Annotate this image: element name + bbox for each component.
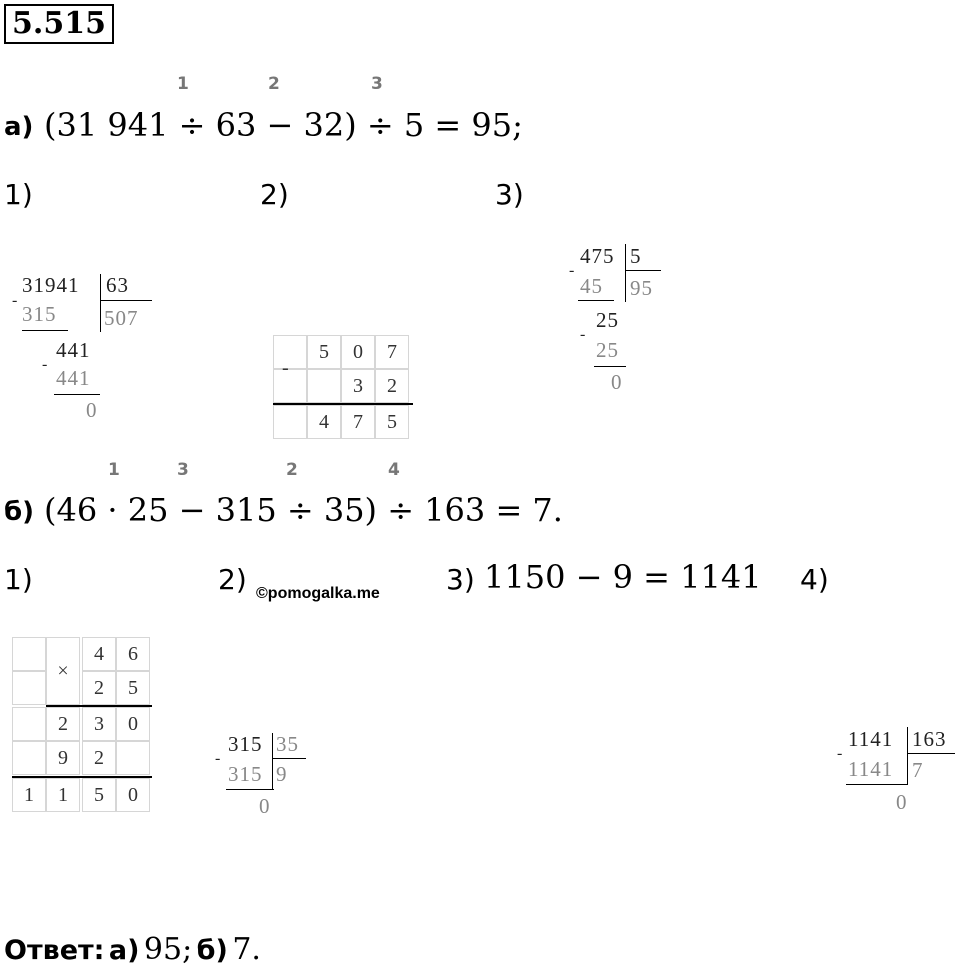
quotient: 9 <box>276 762 288 786</box>
table-cell: 6 <box>116 637 150 671</box>
dividend: 31941 <box>22 273 80 297</box>
watermark: ©pomogalka.me <box>256 585 380 602</box>
subtrahend-2: 25 <box>596 338 619 362</box>
problem-number: 5.515 <box>4 4 114 44</box>
divisor-underline <box>272 758 306 759</box>
division-bar <box>907 727 908 785</box>
part-b-step-2-label: 2) <box>218 563 247 596</box>
table-cell: 4 <box>82 637 116 671</box>
table-cell: 9 <box>46 741 80 775</box>
divisor-underline <box>907 753 955 754</box>
subtract-line-1 <box>578 300 614 301</box>
table-cell: 1 <box>12 778 46 812</box>
table-cell <box>307 369 341 403</box>
subtrahend-1: 1141 <box>848 757 894 781</box>
part-a-expression: (31 941 ÷ 63 − 32) ÷ 5 = 95; <box>44 106 523 144</box>
part-b-expression: (46 · 25 − 315 ÷ 35) ÷ 163 = 7. <box>44 491 563 529</box>
table-cell <box>273 405 307 439</box>
subtract-line-1 <box>226 789 274 790</box>
subtrahend-1: 45 <box>580 274 603 298</box>
table-cell: 1 <box>46 778 80 812</box>
part-b-step-4-label: 4) <box>800 563 829 596</box>
part-a-step-2-label: 2) <box>260 178 289 211</box>
minus-sign: - <box>282 357 289 379</box>
division-result: 0 <box>611 370 623 394</box>
order-mark-3: 3 <box>371 74 383 94</box>
table-cell: 5 <box>307 335 341 369</box>
minus-sign: - <box>837 745 844 762</box>
table-cell <box>12 671 46 705</box>
subtract-line-2 <box>54 394 100 395</box>
part-b-step-3-expression: 1150 − 9 = 1141 <box>484 558 762 596</box>
table-cell: 5 <box>82 778 116 812</box>
subtract-line-1 <box>846 784 908 785</box>
subtrahend-1: 315 <box>228 762 263 786</box>
division-bar <box>100 274 101 332</box>
division-bar <box>272 733 273 789</box>
quotient: 507 <box>104 306 139 330</box>
table-cell: 2 <box>82 741 116 775</box>
divisor: 35 <box>276 732 299 756</box>
table-cell: 0 <box>116 778 150 812</box>
divisor-underline <box>625 270 661 271</box>
divisor-underline <box>100 300 152 301</box>
quotient: 7 <box>912 758 924 782</box>
answer-a-label: а) <box>108 935 140 966</box>
subtract-line-2 <box>594 366 626 367</box>
part-b-label: б) <box>4 497 35 527</box>
table-cell: 7 <box>375 335 409 369</box>
answer-b-value: 7. <box>232 932 261 967</box>
order-mark-1: 1 <box>177 74 189 94</box>
subtract-line-1 <box>22 330 68 331</box>
quotient: 95 <box>630 276 653 300</box>
minus-sign: - <box>569 262 576 279</box>
division-result: 0 <box>86 398 98 422</box>
order-mark-2: 2 <box>268 74 280 94</box>
table-cell <box>273 369 307 403</box>
table-cell: 0 <box>116 707 150 741</box>
order-mark-3: 3 <box>177 460 189 480</box>
table-cell <box>12 707 46 741</box>
minus-sign: - <box>42 356 49 373</box>
table-cell: 2 <box>375 369 409 403</box>
dividend: 1141 <box>848 727 894 751</box>
table-cell <box>273 335 307 369</box>
table-cell: 0 <box>341 335 375 369</box>
minus-sign: - <box>580 326 587 343</box>
table-cell <box>116 741 150 775</box>
table-cell: 2 <box>46 707 80 741</box>
divisor: 163 <box>912 727 947 751</box>
division-bar <box>625 244 626 302</box>
table-cell: 5 <box>375 405 409 439</box>
subtrahend-2: 441 <box>56 366 91 390</box>
subtrahend-1: 315 <box>22 302 57 326</box>
answer-label: Ответ: <box>4 935 105 966</box>
order-mark-4: 4 <box>388 460 400 480</box>
order-mark-2: 2 <box>286 460 298 480</box>
minus-sign: - <box>12 292 19 309</box>
part-a-step-3-label: 3) <box>495 178 524 211</box>
part-a-step-1-label: 1) <box>4 178 33 211</box>
dividend: 475 <box>580 244 615 268</box>
division-result: 0 <box>896 790 908 814</box>
table-cell: 2 <box>82 671 116 705</box>
table-cell: 3 <box>341 369 375 403</box>
answer-b-label: б) <box>196 935 228 966</box>
part-b-step-1-label: 1) <box>4 563 33 596</box>
table-cell: 4 <box>307 405 341 439</box>
table-cell: 5 <box>116 671 150 705</box>
divisor: 5 <box>630 244 642 268</box>
table-cell: × <box>46 637 80 705</box>
dividend: 315 <box>228 732 263 756</box>
answer-line <box>4 932 261 967</box>
answer-a-value: 95; <box>143 932 193 967</box>
order-mark-1: 1 <box>108 460 120 480</box>
remainder-1: 25 <box>596 308 619 332</box>
part-a-label: а) <box>4 112 34 142</box>
table-cell <box>12 741 46 775</box>
table-cell: 3 <box>82 707 116 741</box>
table-cell <box>12 637 46 671</box>
division-result: 0 <box>259 794 271 818</box>
part-b-step-3-label: 3) <box>446 563 475 596</box>
table-cell: 7 <box>341 405 375 439</box>
remainder-1: 441 <box>56 338 91 362</box>
minus-sign: - <box>215 750 222 767</box>
divisor: 63 <box>106 273 129 297</box>
